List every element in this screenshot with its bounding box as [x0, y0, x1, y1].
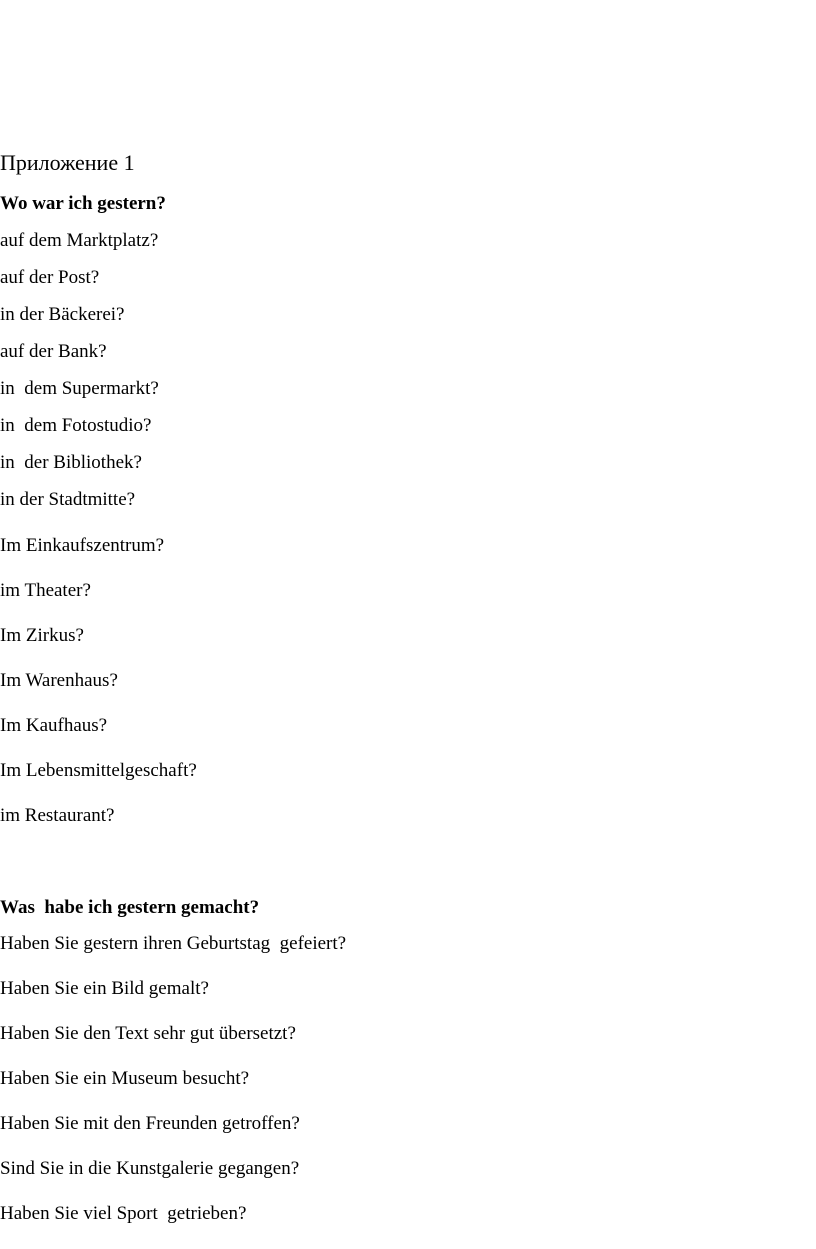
list-item: Im Warenhaus?: [0, 670, 118, 691]
list-item: Im Lebensmittelgeschaft?: [0, 760, 197, 781]
list-item: auf der Bank?: [0, 341, 107, 362]
list-item: Im Einkaufszentrum?: [0, 535, 165, 556]
list-item: Haben Sie viel Sport getrieben?: [0, 1203, 247, 1224]
list-item: Haben Sie gestern ihren Geburtstag gefeiert?: [0, 933, 347, 954]
appendix-title: Приложение 1: [0, 150, 135, 175]
list-item: in der Bäckerei?: [0, 304, 125, 325]
list-item: Haben Sie mit den Freunden getroffen?: [0, 1113, 300, 1134]
section2-heading: Was habe ich gestern gemacht?: [0, 897, 260, 918]
list-item: Im Zirkus?: [0, 625, 84, 646]
list-item: Sind Sie in die Kunstgalerie gegangen?: [0, 1158, 300, 1179]
list-item: Haben Sie ein Bild gemalt?: [0, 978, 209, 999]
list-item: Haben Sie den Text sehr gut übersetzt?: [0, 1023, 296, 1044]
list-item: in der Stadtmitte?: [0, 489, 136, 510]
section1-heading: Wo war ich gestern?: [0, 193, 166, 214]
list-item: auf der Post?: [0, 267, 100, 288]
list-item: Haben Sie ein Museum besucht?: [0, 1068, 250, 1089]
list-item: auf dem Marktplatz?: [0, 230, 159, 251]
list-item: in dem Fotostudio?: [0, 415, 152, 436]
list-item: Im Kaufhaus?: [0, 715, 108, 736]
list-item: im Theater?: [0, 580, 91, 601]
list-item: in der Bibliothek?: [0, 452, 142, 473]
list-item: in dem Supermarkt?: [0, 378, 159, 399]
list-item: im Restaurant?: [0, 805, 115, 826]
